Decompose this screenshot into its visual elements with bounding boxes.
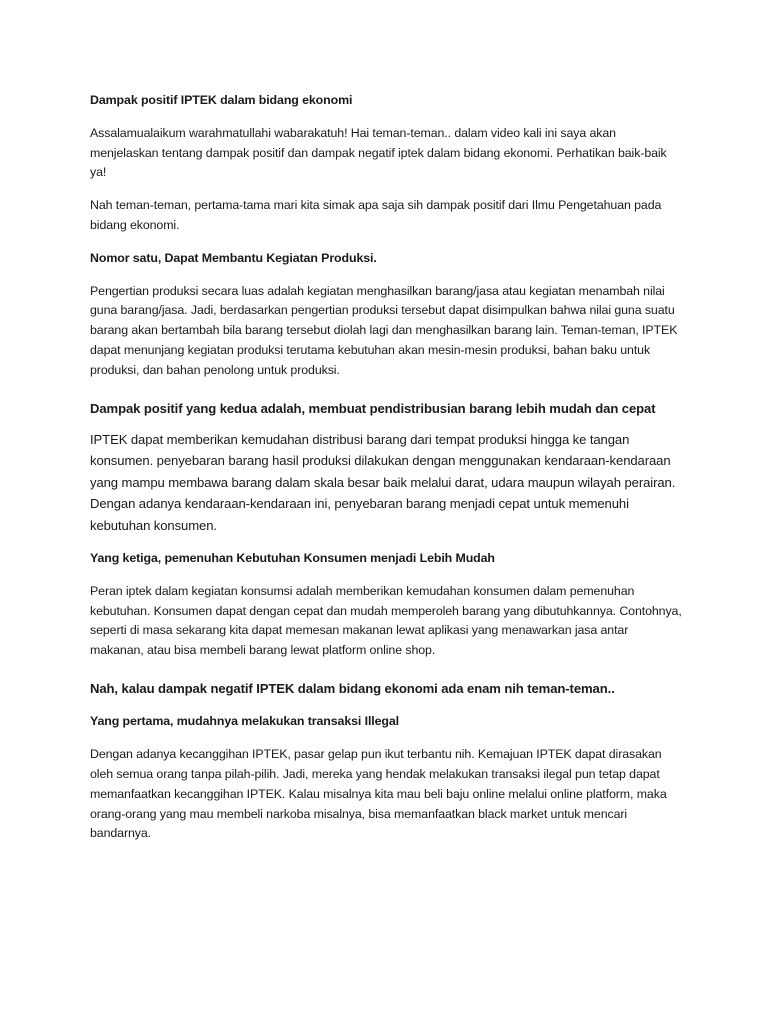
- document-body: [90, 91, 682, 844]
- heading-point-two: Dampak positif yang kedua adalah, membuat pendistribusian barang lebih mudah dan cepat: [90, 400, 656, 416]
- heading-negative-intro: Nah, kalau dampak negatif IPTEK dalam bidang ekonomi ada enam nih teman-teman..: [90, 680, 615, 696]
- paragraph-illegal-transaction: Dengan adanya kecanggihan IPTEK, pasar gelap pun ikut terbantu nih. Kemajuan IPTEK dapat dirasakan oleh semua orang tanpa pilah-pilih. Jadi, mereka yang hendak melakukan transaksi ilegal pun tetap dapat memanfaatkan kecanggihan IPTEK. Kalau misalnya kita mau beli baju online melalui online platform, maka orang-orang yang mau membeli narkoba misalnya, bisa memanfaatkan black market untuk mencari bandarnya.: [90, 747, 667, 841]
- paragraph-production: Pengertian produksi secara luas adalah kegiatan menghasilkan barang/jasa atau kegiatan menambah nilai guna barang/jasa. Jadi, berdasarkan pengertian produksi tersebut dapat disimpulkan bahwa nilai guna suatu barang akan bertambah bila barang tersebut diolah lagi dan menghasilkan barang lain. Teman-teman, IPTEK dapat menunjang kegiatan produksi terutama kebutuhan akan mesin-mesin produksi, bahan baku untuk produksi, dan bahan penolong untuk produksi.: [90, 283, 678, 377]
- heading-point-three: Yang ketiga, pemenuhan Kebutuhan Konsumen menjadi Lebih Mudah: [90, 551, 495, 565]
- heading-negative-one: Yang pertama, mudahnya melakukan transaksi Illegal: [90, 714, 400, 729]
- paragraph-intro: Nah teman-teman, pertama-tama mari kita simak apa saja sih dampak positif dari Ilmu Pengetahuan pada bidang ekonomi.: [90, 198, 662, 232]
- paragraph-greeting: Assalamualaikum warahmatullahi wabarakatuh! Hai teman-teman.. dalam video kali ini saya akan menjelaskan tentang dampak positif dan dampak negatif iptek dalam bidang ekonomi. Perhatikan baik-baik ya!: [90, 125, 667, 180]
- paragraph-consumption: Peran iptek dalam kegiatan konsumsi adalah memberikan kemudahan konsumen dalam pemenuhan kebutuhan. Konsumen dapat dengan cepat dan mudah memperoleh barang yang dibutuhkannya. Contohnya, seperti di masa sekarang kita dapat memesan makanan lewat aplikasi yang menawarkan jasa antar makanan, atau bisa membeli barang lewat platform online shop.: [90, 583, 682, 658]
- heading-point-one: Nomor satu, Dapat Membantu Kegiatan Produksi.: [90, 250, 377, 265]
- document-title: Dampak positif IPTEK dalam bidang ekonomi: [90, 93, 353, 107]
- paragraph-distribution: IPTEK dapat memberikan kemudahan distribusi barang dari tempat produksi hingga ke tangan konsumen. penyebaran barang hasil produksi dilakukan dengan menggunakan kendaraan-kendaraan yang mampu membawa barang dalam skala besar baik melalui darat, udara maupun wilayah perairan. Dengan adanya kendaraan-kendaraan ini, penyebaran barang menjadi cepat untuk memenuhi kebutuhan konsumen.: [90, 431, 676, 533]
